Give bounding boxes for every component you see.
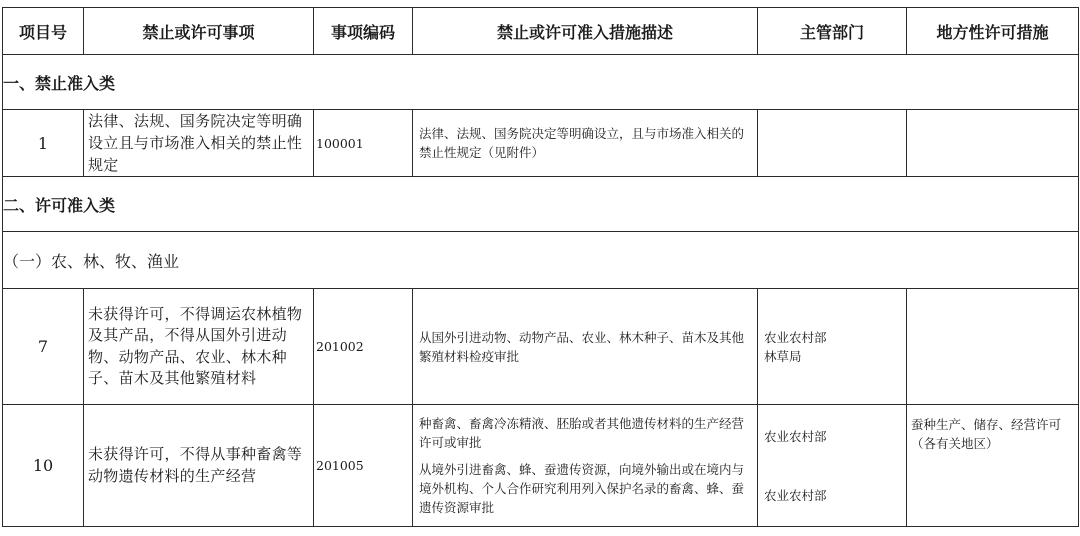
header-item-name: 禁止或许可事项 <box>84 8 314 55</box>
subsection-title-agriculture: （一）农、林、牧、渔业 <box>3 232 1079 289</box>
description-line: 从境外引进畜禽、蜂、蚕遗传资源，向境外输出或在境内与境外机构、个人合作研究利用列入保护名录的畜禽、蜂、蚕遗传资源审批 <box>419 462 745 515</box>
row-description: 法律、法规、国务院决定等明确设立，且与市场准入相关的禁止性规定（见附件） <box>413 110 758 177</box>
department-line: 农业农村部 <box>764 487 827 503</box>
row-local-measure <box>907 289 1079 405</box>
department-line: 农业农村部 <box>764 428 827 444</box>
section-row-prohibited <box>3 55 1079 110</box>
row-department <box>758 110 907 177</box>
row-code: 201005 <box>314 405 413 527</box>
header-item-code: 事项编码 <box>314 8 413 55</box>
table-row <box>3 110 1079 177</box>
header-measure-desc: 禁止或许可准入措施描述 <box>413 8 758 55</box>
header-department: 主管部门 <box>758 8 907 55</box>
section-row-permitted <box>3 177 1079 232</box>
row-description: 从国外引进动物、动物产品、农业、林木种子、苗木及其他繁殖材料检疫审批 <box>413 289 758 405</box>
row-local-measure: 蚕种生产、储存、经营许可（各有关地区） <box>907 405 1079 527</box>
subsection-row-agriculture <box>3 232 1079 289</box>
row-department <box>758 289 907 405</box>
row-item: 未获得许可，不得从事种畜禽等动物遗传材料的生产经营 <box>84 405 314 527</box>
header-row <box>3 8 1079 55</box>
row-local-measure <box>907 110 1079 177</box>
table-row <box>3 405 1079 527</box>
row-code: 100001 <box>314 110 413 177</box>
row-item: 未获得许可，不得调运农林植物及其产品，不得从国外引进动物、动物产品、农业、林木种子、苗木及其他繁殖材料 <box>84 289 314 405</box>
row-number: 10 <box>3 405 84 527</box>
row-description <box>413 405 758 527</box>
department-line: 林草局 <box>764 348 802 364</box>
table-row <box>3 289 1079 405</box>
header-local-measure: 地方性许可措施 <box>907 8 1079 55</box>
description-gap <box>419 452 751 460</box>
row-number: 7 <box>3 289 84 405</box>
section-title-prohibited: 一、禁止准入类 <box>3 55 1079 110</box>
section-title-permitted: 二、许可准入类 <box>3 177 1079 232</box>
market-access-table <box>2 7 1079 527</box>
description-line: 种畜禽、畜禽冷冻精液、胚胎或者其他遗传材料的生产经营许可或审批 <box>419 416 745 450</box>
row-number: 1 <box>3 110 84 177</box>
row-code: 201002 <box>314 289 413 405</box>
row-department <box>758 405 907 527</box>
department-gap <box>764 446 906 486</box>
row-item: 法律、法规、国务院决定等明确设立且与市场准入相关的禁止性规定 <box>84 110 314 177</box>
header-item-no: 项目号 <box>3 8 84 55</box>
department-line: 农业农村部 <box>764 329 827 345</box>
